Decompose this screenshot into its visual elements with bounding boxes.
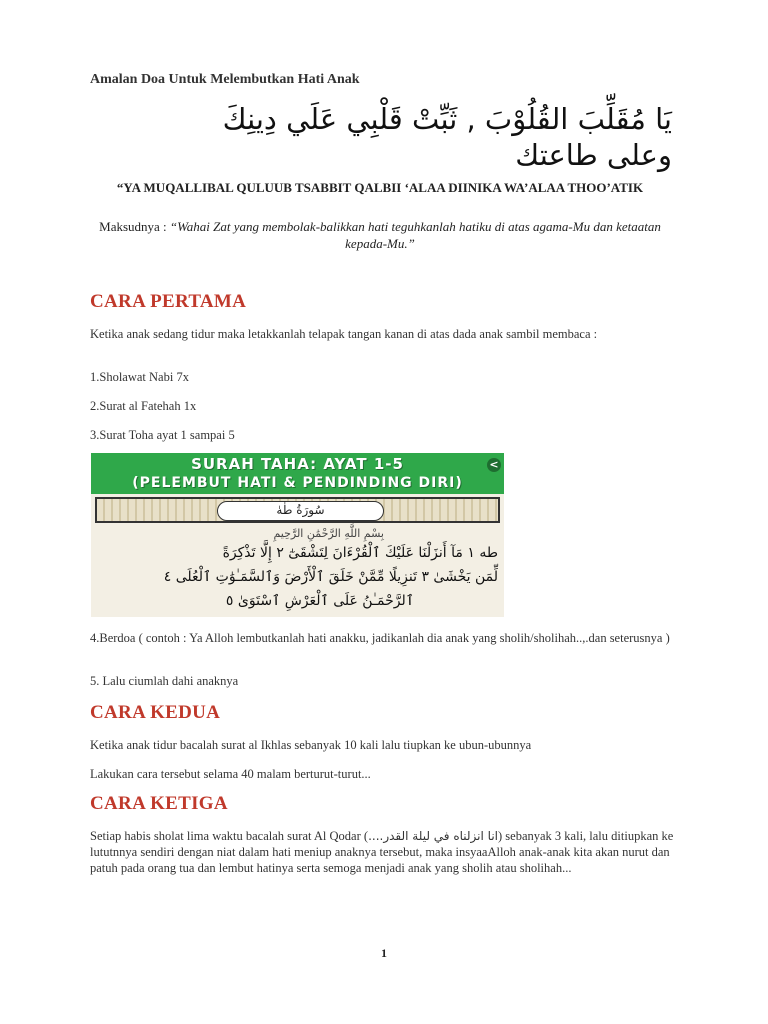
chevron-left-icon: < [487,458,501,472]
surah-ornament-header [95,497,500,523]
page-number: 1 [381,946,387,960]
surah-taha-image [91,453,504,617]
meaning [90,218,670,252]
cara-pertama-step-5: 5. Lalu ciumlah dahi anaknya [90,674,239,688]
ayah-line-2: لِّمَن يَخْشَىٰ ٣ تَنزِيلًا مِّمَّنْ خَلَقَ ٱلْأَرْضَ وَٱلسَّمَـٰوَٰتِ ٱلْعُلَى ٤ [163,569,498,585]
transliteration: “YA MUQALLIBAL QULUUB TSABBIT QALBII ‘ALAA DIINIKA WA’ALAA THOO’ATIK [116,180,644,195]
heading-cara-kedua: CARA KEDUA [90,702,221,723]
surah-banner-title: SURAH TAHA: AYAT 1-5 [191,455,404,473]
arabic-prayer-line-1: يَا مُقَلِّبَ القُلُوْبَ , ثَبِّتْ قَلْبِي عَلَي دِينِكَ [222,102,672,136]
heading-cara-pertama: CARA PERTAMA [90,291,247,312]
cara-pertama-intro: Ketika anak sedang tidur maka letakkanlah telapak tangan kanan di atas dada anak sambil membaca : [90,327,598,341]
cara-pertama-step-4: 4.Berdoa ( contoh : Ya Alloh lembutkanlah hati anakku, jadikanlah dia anak yang sholih/sholihah..,.dan seterusnya ) [90,631,670,645]
cara-pertama-step-3: 3.Surat Toha ayat 1 sampai 5 [90,428,235,442]
ayah-line-1: طه ١ مَآ أَنزَلْنَا عَلَيْكَ ٱلْقُرْءَانَ لِتَشْقَىٰٓ ٢ إِلَّا تَذْكِرَةً [222,545,498,561]
surah-banner-subtitle: (PELEMBUT HATI & PENDINDING DIRI) [132,475,463,491]
al-qadr-arabic: انا انزلناه في ليلة القدر.... [368,829,498,843]
surah-banner [91,453,504,494]
meaning-text: “Wahai Zat yang membolak-balikkan hati teguhkanlah hatiku di atas agama-Mu dan ketaatan kepada-Mu.” [169,219,661,251]
heading-cara-ketiga: CARA KETIGA [90,793,228,814]
cara-ketiga-text [90,828,680,876]
surah-cartouche: سُورَةُ طٰهٰ [217,501,384,521]
meaning-label: Maksudnya : [99,219,170,234]
cara-pertama-step-2: 2.Surat al Fatehah 1x [90,399,197,413]
cara-ketiga-text-before: Setiap habis sholat lima waktu bacalah surat Al Qodar ( [90,829,369,843]
cara-kedua-line-2: Lakukan cara tersebut selama 40 malam berturut-turut... [90,767,371,781]
document-title: Amalan Doa Untuk Melembutkan Hati Anak [90,72,360,87]
cara-pertama-step-1: 1.Sholawat Nabi 7x [90,370,189,384]
bismillah: بِسْمِ اللَّهِ الرَّحْمَٰنِ الرَّحِيمِ [273,527,384,540]
arabic-prayer-line-2: وعلى طاعتك [515,138,672,172]
ayah-line-3: ٱلرَّحْمَـٰنُ عَلَى ٱلْعَرْشِ ٱسْتَوَىٰ ٥ [225,593,414,609]
cara-ketiga-text-after: ) sebanyak 3 kali, lalu ditiupkan ke lututnnya sendiri dengan niat dalam hati meniup anaknya tersebut, maka insyaaAlloh anak-anak kita akan nurut dan patuh pada orang tua dan lembut hatinya serta semoga menjadi anak yang sholih atau sholihah... [90,829,674,875]
cara-kedua-line-1: Ketika anak tidur bacalah surat al Ikhlas sebanyak 10 kali lalu tiupkan ke ubun-ubunnya [90,738,532,752]
